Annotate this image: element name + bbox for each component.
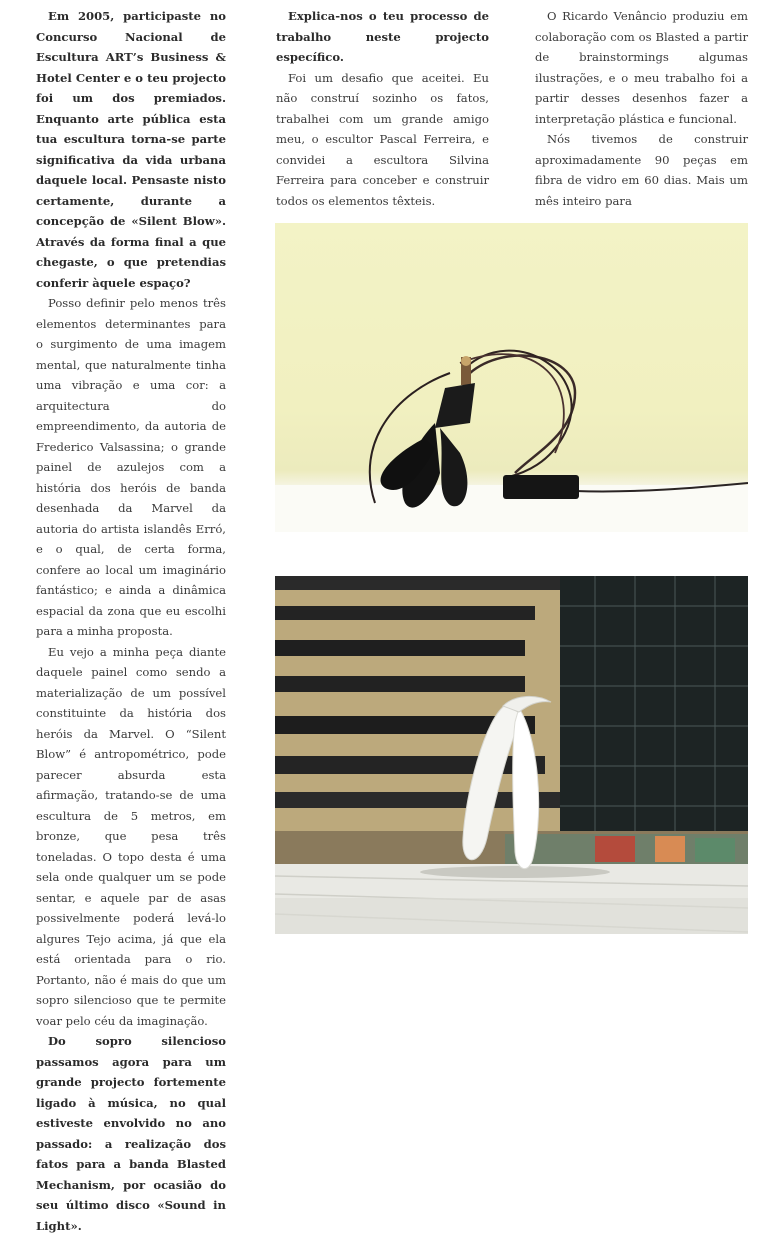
costume-sculpture-photo bbox=[275, 223, 748, 532]
answer-paragraph-5: Nós tivemos de construir aproximadamente 90 peças em fibra de vidro em 60 dias. Mais um mês inteiro para bbox=[535, 132, 748, 208]
text-column-left bbox=[36, 6, 226, 1236]
answer-paragraph-2: Eu vejo a minha peça diante daquele painel como sendo a materialização de um possível constituinte da história dos heróis da Marvel. O “Silent Blow” é antropométrico, pode parecer absurda esta afirmação, tratando-se de uma escultura de 5 metros, em bronze, que pesa três toneladas. O topo desta é uma sela onde qualquer um se pode sentar, e aquele par de asas possivelmente poderá levá-lo algures Tejo acima, já que ela está orientada para o rio. Portanto, não é mais do que um sopro silencioso que te permite voar pelo céu da imaginação. bbox=[36, 644, 226, 1028]
costume-sculpture-illustration bbox=[275, 223, 748, 532]
interview-question-1: Em 2005, participaste no Concurso Nacional de Escultura ART’s Business & Hotel Center e o teu projecto foi um dos premiados. Enquanto arte pública esta tua escultura torna-se parte significativa da vida urbana daquele local. Pensaste nisto certamente, durante a concepção de «Silent Blow». Através da forma final a que chegaste, o que pretendias conferir àquele espaço? bbox=[36, 9, 226, 290]
answer-paragraph-3: Foi um desafio que aceitei. Eu não construí sozinho os fatos, trabalhei com um grande amigo meu, o escultor Pascal Ferreira, e convidei a escultora Silvina Ferreira para conceber e construir todos os elementos têxteis. bbox=[276, 70, 489, 208]
text-column-middle bbox=[276, 6, 489, 211]
silent-blow-illustration bbox=[275, 576, 748, 934]
answer-paragraph-4: O Ricardo Venâncio produziu em colaboração com os Blasted a partir de brainstormings algumas ilustrações, e o meu trabalho foi a partir desses desenhos fazer a interpretação plástica e funcional. bbox=[535, 9, 748, 126]
interview-question-3: Explica-nos o teu processo de trabalho neste projecto específico. bbox=[276, 9, 489, 64]
interview-question-2: Do sopro silencioso passamos agora para um grande projecto fortemente ligado à música, no qual estiveste envolvido no ano passado: a realização dos fatos para a banda Blasted Mechanism, por ocasião do seu último disco «Sound in Light». bbox=[36, 1034, 226, 1233]
silent-blow-sculpture-photo bbox=[275, 576, 748, 934]
text-column-right bbox=[535, 6, 748, 211]
answer-paragraph-1: Posso definir pelo menos três elementos determinantes para o surgimento de uma imagem mental, que naturalmente tinha uma vibração e uma cor: a arquitectura do empreendimento, da autoria de Frederico Valsassina; o grande painel de azulejos com a história dos heróis de banda desenhada da Marvel da autoria do artista islandês Erró, e o qual, de certa forma, confere ao local um imaginário fantástico; e ainda a dinâmica espacial da zona que eu escolhi para a minha proposta. bbox=[36, 296, 226, 638]
